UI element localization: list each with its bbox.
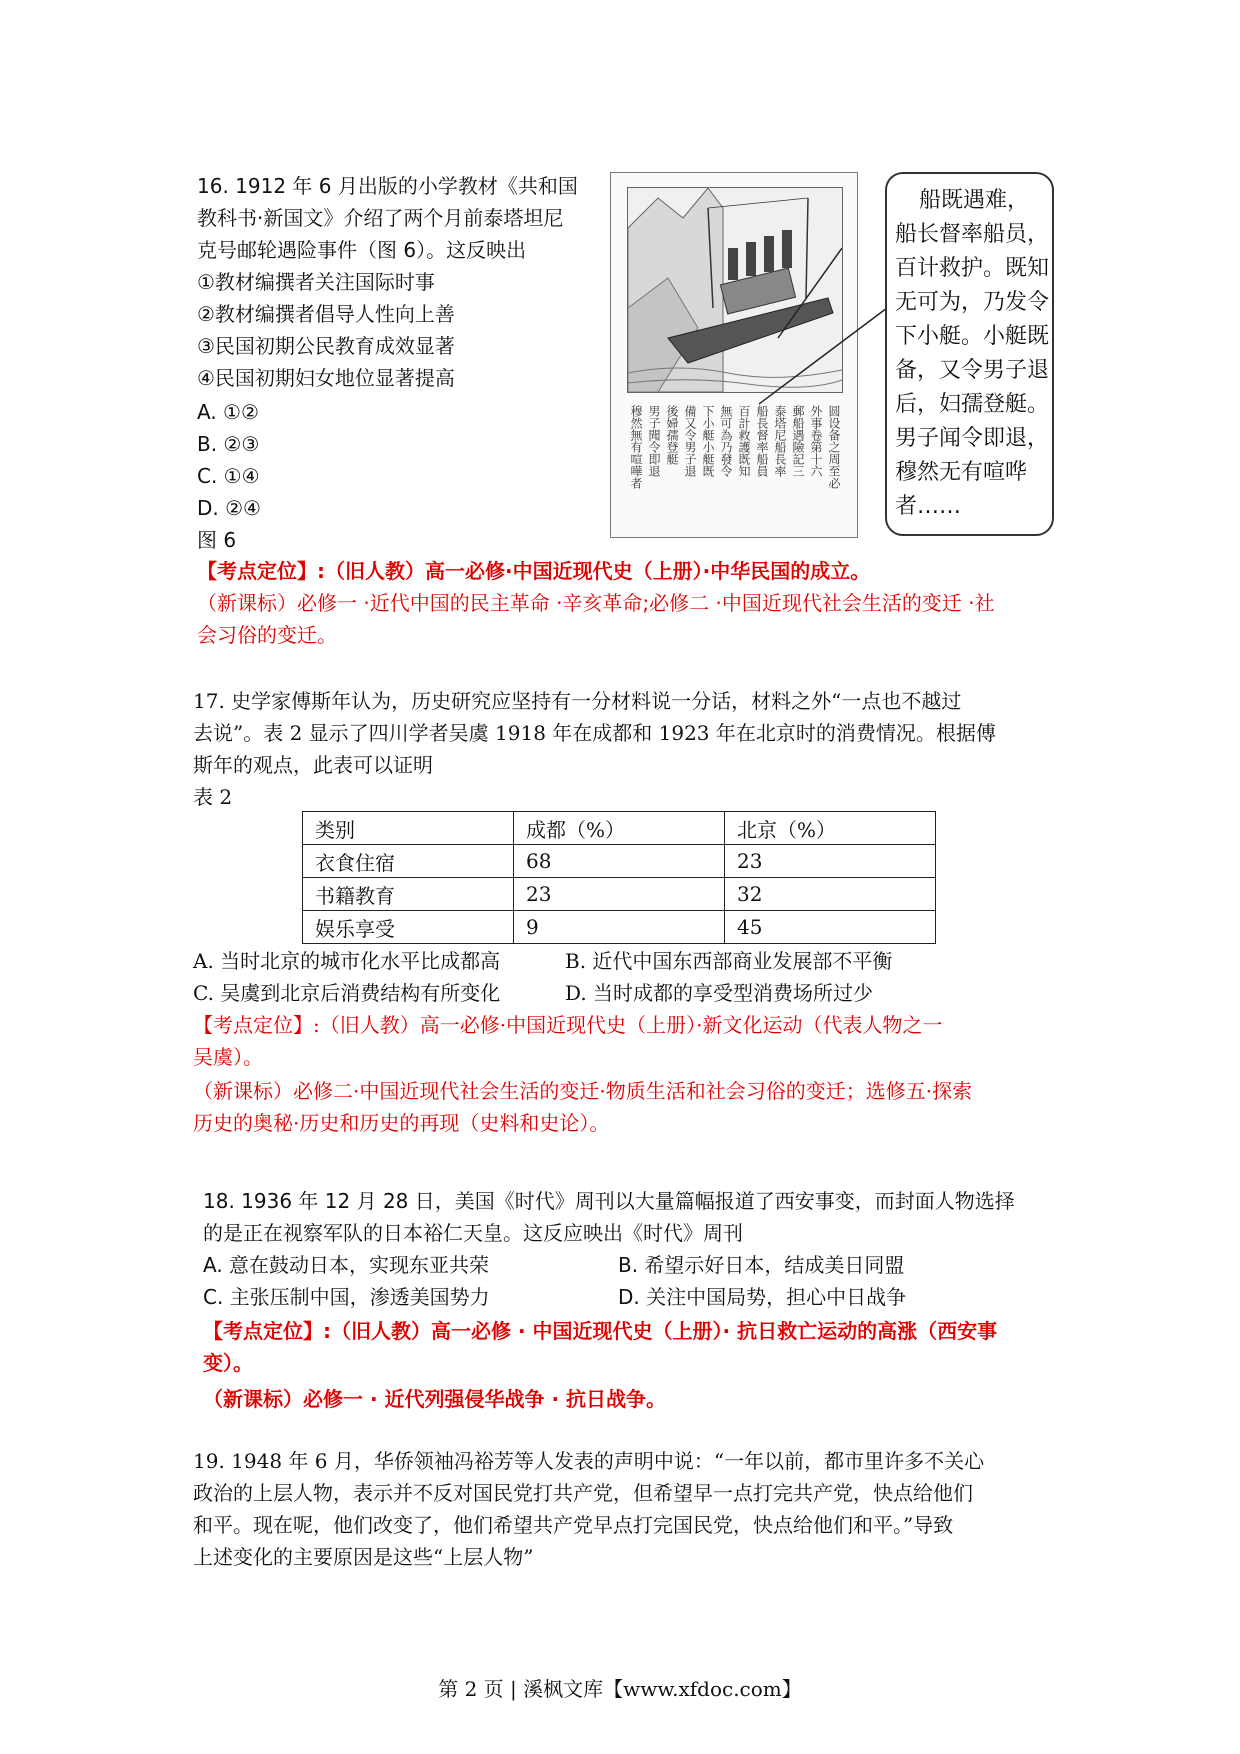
table-header-cell: 成都（%） bbox=[514, 812, 725, 845]
table-cell: 娱乐享受 bbox=[303, 911, 514, 944]
q18-kaodian-new: （新课标）必修一 · 近代列强侵华战争 · 抗日战争。 bbox=[203, 1387, 667, 1411]
q17-line: 去说”。表 2 显示了四川学者吴虞 1918 年在成都和 1923 年在北京时的消费情况。根据傅 bbox=[193, 721, 996, 745]
q18-kaodian-old-cont: 变）。 bbox=[203, 1351, 253, 1375]
figure-column: 圆设备之周至必 bbox=[827, 405, 841, 489]
q18-option-b: B. 希望示好日本，结成美日同盟 bbox=[618, 1253, 905, 1277]
table-cell: 23 bbox=[514, 878, 725, 911]
q16-statement: ④民国初期妇女地位显著提高 bbox=[197, 366, 455, 390]
figure-column: 穆然無有喧嘩者 bbox=[629, 405, 643, 489]
figure-column: 下小艇小艇既 bbox=[701, 405, 715, 477]
figure-column: 男子聞令即退 bbox=[647, 405, 661, 477]
q16-option-c: C. ①④ bbox=[197, 464, 260, 488]
table-row bbox=[303, 878, 936, 911]
q16-statement: ①教材编撰者关注国际时事 bbox=[197, 270, 435, 294]
bubble-line: 船既遇难， bbox=[919, 188, 1030, 213]
table-cell: 书籍教育 bbox=[303, 878, 514, 911]
q19-line: 和平。现在呢，他们改变了，他们希望共产党早点打完国民党，快点给他们和平。”导致 bbox=[193, 1513, 954, 1537]
q16-kaodian-new: （新课标）必修一 ·近代中国的民主革命 ·辛亥革命;必修二 ·中国近现代社会生活的变迁 ·社 bbox=[197, 591, 995, 615]
q18-kaodian-old: 【考点定位】:（旧人教）高一必修 · 中国近现代史（上册）· 抗日救亡运动的高涨（西安事 bbox=[203, 1319, 998, 1343]
q18-option-c: C. 主张压制中国，渗透美国势力 bbox=[203, 1285, 490, 1309]
q18-line: 的是正在视察军队的日本裕仁天皇。这反应映出《时代》周刊 bbox=[203, 1221, 743, 1245]
q17-kaodian-old-cont: 吴虞）。 bbox=[193, 1045, 263, 1069]
table-2-label: 表 2 bbox=[193, 785, 233, 809]
q19-line: 19. 1948 年 6 月，华侨领袖冯裕芳等人发表的声明中说：“一年以前，都市里许多不关心 bbox=[193, 1449, 985, 1473]
figure-column: 備又令男子退 bbox=[683, 405, 697, 477]
speech-bubble bbox=[885, 172, 1054, 536]
table-header-row bbox=[303, 812, 936, 845]
table-header-cell: 北京（%） bbox=[725, 812, 936, 845]
q17-kaodian-old: 【考点定位】:（旧人教）高一必修·中国近现代史（上册）·新文化运动（代表人物之一 bbox=[193, 1013, 943, 1037]
q16-option-a: A. ①② bbox=[197, 400, 259, 424]
q16-option-d: D. ②④ bbox=[197, 496, 261, 520]
q16-line: 16. 1912 年 6 月出版的小学教材《共和国 bbox=[197, 174, 578, 198]
q19-line: 上述变化的主要原因是这些“上层人物” bbox=[193, 1545, 534, 1569]
figure-text-columns bbox=[627, 405, 841, 525]
bubble-line: 穆然无有喧哗 bbox=[895, 460, 1028, 485]
q16-line: 教科书·新国文》介绍了两个月前泰塔坦尼 bbox=[197, 206, 564, 230]
table-cell: 32 bbox=[725, 878, 936, 911]
table-row bbox=[303, 845, 936, 878]
figure-column: 無可為乃發令 bbox=[719, 405, 733, 477]
q16-line: 克号邮轮遇险事件（图 6）。这反映出 bbox=[197, 238, 527, 262]
figure-6-label: 图 6 bbox=[197, 528, 237, 552]
q17-kaodian-new-cont: 历史的奥秘·历史和历史的再现（史料和史论）。 bbox=[193, 1111, 610, 1135]
q17-option-b: B. 近代中国东西部商业发展部不平衡 bbox=[565, 949, 893, 973]
bubble-line: 无可为，乃发令 bbox=[895, 290, 1050, 315]
q16-kaodian-old: 【考点定位】:（旧人教）高一必修·中国近现代史（上册）·中华民国的成立。 bbox=[197, 559, 871, 583]
q18-option-a: A. 意在鼓动日本，实现东亚共荣 bbox=[203, 1253, 490, 1277]
figure-column: 百計救護既知 bbox=[737, 405, 751, 477]
bubble-line: 男子闻令即退， bbox=[895, 426, 1050, 451]
page-footer: 第 2 页 | 溪枫文库【www.xfdoc.com】 bbox=[438, 1677, 802, 1701]
table-cell: 9 bbox=[514, 911, 725, 944]
callout-pointer bbox=[755, 300, 895, 410]
q19-line: 政治的上层人物，表示并不反对国民党打共产党，但希望早一点打完共产党，快点给他们 bbox=[193, 1481, 973, 1505]
q18-option-d: D. 关注中国局势，担心中日战争 bbox=[618, 1285, 907, 1309]
q16-statement: ②教材编撰者倡导人性向上善 bbox=[197, 302, 455, 326]
table-header-cell: 类别 bbox=[303, 812, 514, 845]
bubble-line: 者…… bbox=[895, 494, 962, 519]
figure-column: 泰塔尼船長率 bbox=[773, 405, 787, 477]
q16-kaodian-new-cont: 会习俗的变迁。 bbox=[197, 623, 337, 647]
q17-option-d: D. 当时成都的享受型消费场所过少 bbox=[565, 981, 874, 1005]
table-cell: 衣食住宿 bbox=[303, 845, 514, 878]
table-cell: 68 bbox=[514, 845, 725, 878]
figure-column: 郵船遇險記三 bbox=[791, 405, 805, 477]
bubble-line: 下小艇。小艇既 bbox=[895, 324, 1050, 349]
table-cell: 23 bbox=[725, 845, 936, 878]
q17-option-c: C. 吴虞到北京后消费结构有所变化 bbox=[193, 981, 501, 1005]
bubble-line: 备，又令男子退 bbox=[895, 358, 1050, 383]
figure-column: 後婦孺登艇 bbox=[665, 405, 679, 465]
q17-kaodian-new: （新课标）必修二·中国近现代社会生活的变迁·物质生活和社会习俗的变迁；选修五·探索 bbox=[193, 1079, 973, 1103]
table-cell: 45 bbox=[725, 911, 936, 944]
q17-option-a: A. 当时北京的城市化水平比成都高 bbox=[193, 949, 501, 973]
figure-column: 外事卷第十六 bbox=[809, 405, 823, 477]
bubble-line: 船长督率船员， bbox=[895, 222, 1050, 247]
figure-column: 船長督率船員 bbox=[755, 405, 769, 477]
table-row bbox=[303, 911, 936, 944]
q17-line: 斯年的观点，此表可以证明 bbox=[193, 753, 433, 777]
consumption-table bbox=[302, 811, 936, 944]
bubble-line: 后，妇孺登艇。 bbox=[895, 392, 1050, 417]
bubble-line: 百计救护。既知 bbox=[895, 256, 1050, 281]
q17-line: 17. 史学家傅斯年认为，历史研究应坚持有一分材料说一分话，材料之外“一点也不越过 bbox=[193, 689, 962, 713]
q16-statement: ③民国初期公民教育成效显著 bbox=[197, 334, 455, 358]
q18-line: 18. 1936 年 12 月 28 日，美国《时代》周刊以大量篇幅报道了西安事变，而封面人物选择 bbox=[203, 1189, 1015, 1213]
q16-option-b: B. ②③ bbox=[197, 432, 260, 456]
